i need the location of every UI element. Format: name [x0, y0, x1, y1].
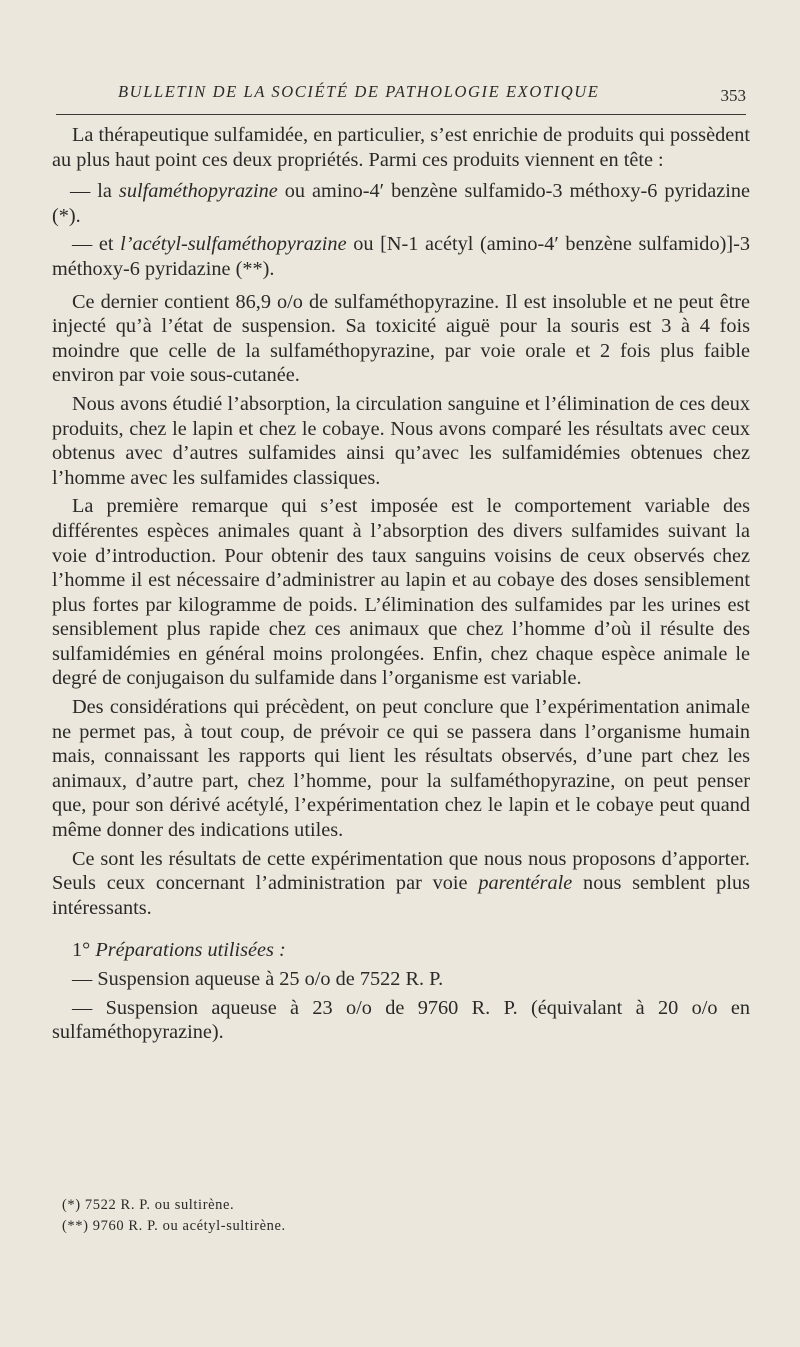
footnote-1: (*) 7522 R. P. ou sultirène.: [62, 1197, 235, 1213]
footnote-2: (**) 9760 R. P. ou acétyl-sultirène.: [62, 1218, 286, 1234]
item-2-name: l’acétyl-sulfaméthopyrazine: [120, 233, 347, 256]
paragraph-5: Des considérations qui précèdent, on peut conclure que l’expérimentation animale ne permet pas, à tout coup, de prévoir ce qui se passera dans l’organisme humain mais, connaissant les rapports qui lient les résultats observés, d’une part chez les animaux, d’autre part, chez l’homme, pour la sulfaméthopyrazine, on peut penser que, pour son dérivé acétylé, l’expérimentation chez le lapin et le cobaye peut quand même donner des indications utiles.: [52, 696, 750, 842]
suspension-1: — Suspension aqueuse à 25 o/o de 7522 R. P.: [72, 968, 444, 990]
paragraph-6-end: nous semblent plus intéressants.: [52, 872, 750, 919]
paragraph-6-start: Ce sont les résultats de cette expérimentation que nous nous proposons d’apporter. Seuls ceux concernant l’administration par voie: [52, 847, 750, 895]
section-title: Préparations utilisées :: [95, 939, 286, 962]
compound-item-1: [52, 179, 750, 228]
paragraph-3: Nous avons étudié l’absorption, la circulation sanguine et l’élimination de ces deux produits, chez le lapin et chez le cobaye. Nous avons comparé les résultats avec ceux obtenus avec d’autres sulfamides ainsi qu’avec les sulfamidémies obtenues chez l’homme avec les sulfamides classiques.: [52, 392, 750, 489]
footnotes: [62, 1195, 286, 1237]
item-1-name: sulfaméthopyrazine: [118, 180, 278, 203]
article-body: [52, 123, 750, 1045]
item-2-rest: ou [N-1 acétyl (amino-4′ benzène sulfamido)]-3 méthoxy-6 pyridazine (**).: [52, 233, 750, 280]
page-header: [56, 80, 746, 115]
paragraph-1: La thérapeutique sulfamidée, en particulier, s’est enrichie de produits qui possèdent au plus haut point ces deux propriétés. Parmi ces produits viennent en tête :: [52, 124, 750, 171]
running-title: BULLETIN DE LA SOCIÉTÉ DE PATHOLOGIE EXOTIQUE: [118, 82, 600, 101]
section-number: 1°: [72, 939, 91, 962]
paragraph-6: [52, 847, 750, 921]
suspension-2: — Suspension aqueuse à 23 o/o de 9760 R. P. (équivalant à 20 o/o en sulfaméthopyrazine).: [52, 996, 750, 1044]
item-1-rest: ou amino-4′ benzène sulfamido-3 méthoxy-6 pyridazine (*).: [52, 180, 750, 227]
item-2-dash: — et: [72, 233, 114, 256]
paragraph-2: Ce dernier contient 86,9 o/o de sulfaméthopyrazine. Il est insoluble et ne peut être injecté qu’à l’état de suspension. Sa toxicité aiguë pour la souris est 3 à 4 fois moindre que celle de la sulfaméthopyrazine, par voie orale et 2 fois plus faible environ par voie sous-cutanée.: [52, 290, 750, 387]
page-number: 353: [720, 86, 746, 105]
item-1-dash: — la: [70, 180, 112, 203]
paragraph-6-emphasis: parentérale: [478, 872, 573, 895]
paragraph-4: La première remarque qui s’est imposée est le comportement variable des différentes espèces animales quant à l’absorption des divers sulfamides suivant la voie d’introduction. Pour obtenir des taux sanguins voisins de ceux observés chez l’homme il est nécessaire d’administrer au lapin et au cobaye des doses sensiblement plus fortes par kilogramme de poids. L’élimination des sulfamides par les urines est sensiblement plus rapide chez ces animaux que chez l’homme d’où il résulte des sulfamidémies en général moins prolongées. Enfin, chez chaque espèce animale le degré de conjugaison du sulfamide dans l’organisme est variable.: [52, 495, 750, 690]
section-heading: [52, 938, 750, 963]
compound-item-2: [52, 232, 750, 281]
